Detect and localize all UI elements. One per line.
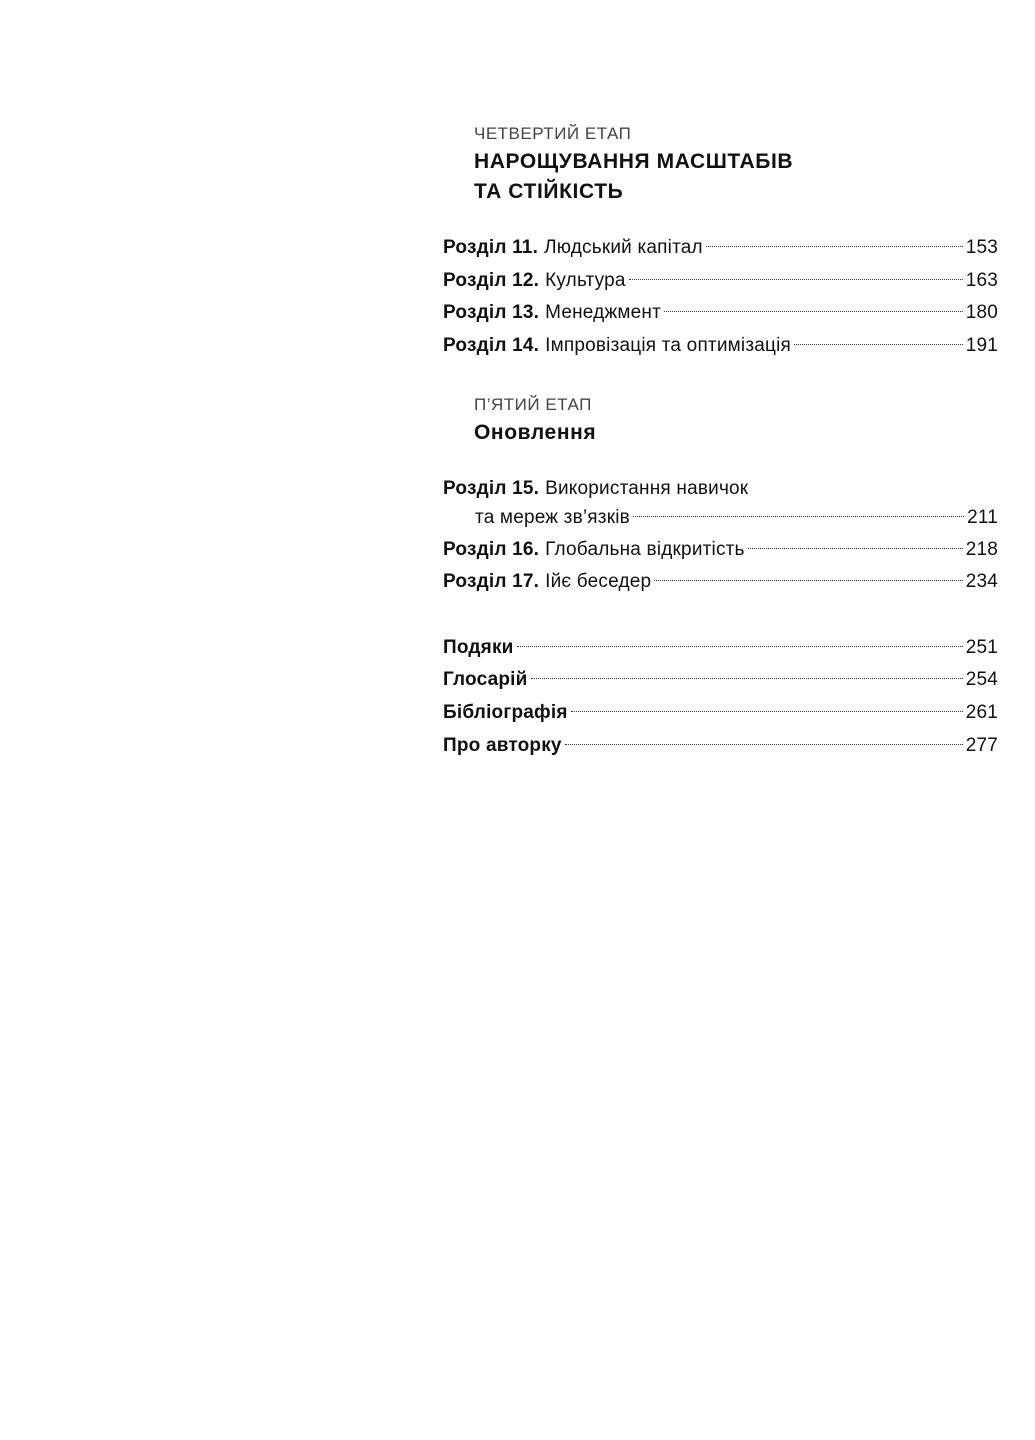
- toc-entry-bibliography[interactable]: [443, 698, 998, 728]
- toc-entry-glossary[interactable]: [443, 665, 998, 695]
- dot-leader: [664, 311, 963, 312]
- page-number: 234: [965, 571, 998, 592]
- chapter-title: Людський капітал: [544, 237, 703, 258]
- page-number: 277: [965, 735, 998, 756]
- dot-leader: [565, 744, 963, 745]
- toc-entry-acknowledgements[interactable]: [443, 633, 998, 663]
- chapter-title: Імпровізація та оптимізація: [545, 335, 791, 356]
- dot-leader: [633, 516, 964, 517]
- stage-4-label: ЧЕТВЕРТИЙ ЕТАП: [474, 124, 632, 143]
- chapter-number: Розділ 16.: [443, 539, 540, 560]
- dot-leader: [706, 246, 963, 247]
- stage-4-title-line-2: ТА СТІЙКІСТЬ: [474, 180, 624, 203]
- page-number: 251: [965, 637, 998, 658]
- dot-leader: [654, 580, 962, 581]
- chapter-number: Розділ 15.: [443, 478, 540, 499]
- chapter-title: Ійє беседер: [545, 571, 652, 592]
- chapter-number: Розділ 17.: [443, 571, 540, 592]
- dot-leader: [629, 279, 963, 280]
- back-matter-title: Глосарій: [443, 669, 528, 690]
- toc-entry-chapter-15-line-1[interactable]: [443, 474, 998, 504]
- dot-leader: [571, 711, 963, 712]
- back-matter-title: Про авторку: [443, 735, 562, 756]
- toc-entry-chapter-13[interactable]: [443, 298, 998, 328]
- dot-leader: [517, 646, 963, 647]
- dot-leader: [748, 548, 963, 549]
- page-number: 218: [965, 539, 998, 560]
- chapter-number: Розділ 14.: [443, 335, 540, 356]
- toc-entry-chapter-17[interactable]: [443, 567, 998, 597]
- toc-entry-chapter-15-line-2[interactable]: [475, 503, 998, 533]
- stage-5-title: Оновлення: [474, 421, 597, 444]
- chapter-title: Використання навичок: [545, 478, 749, 499]
- chapter-title: Культура: [545, 270, 626, 291]
- toc-entry-about-author[interactable]: [443, 731, 998, 761]
- page-number: 153: [965, 237, 998, 258]
- chapter-number: Розділ 12.: [443, 270, 540, 291]
- toc-entry-chapter-16[interactable]: [443, 535, 998, 565]
- page-number: 163: [965, 270, 998, 291]
- dot-leader: [531, 678, 963, 679]
- back-matter-title: Бібліографія: [443, 702, 568, 723]
- dot-leader: [794, 344, 963, 345]
- toc-entry-chapter-11[interactable]: [443, 233, 998, 263]
- toc-entry-chapter-14[interactable]: [443, 331, 998, 361]
- page-number: 191: [965, 335, 998, 356]
- page-number: 180: [965, 302, 998, 323]
- chapter-title-continuation: та мереж зв’язків: [475, 507, 630, 528]
- toc-entry-chapter-12[interactable]: [443, 266, 998, 296]
- page-number: 211: [967, 507, 998, 528]
- page-number: 261: [965, 702, 998, 723]
- back-matter-title: Подяки: [443, 637, 514, 658]
- chapter-title: Менеджмент: [545, 302, 661, 323]
- page-number: 254: [965, 669, 998, 690]
- chapter-number: Розділ 11.: [443, 237, 539, 258]
- stage-5-label: П’ЯТИЙ ЕТАП: [474, 395, 592, 414]
- chapter-number: Розділ 13.: [443, 302, 540, 323]
- stage-4-title-line-1: НАРОЩУВАННЯ МАСШТАБІВ: [474, 150, 794, 173]
- chapter-title: Глобальна відкритість: [545, 539, 745, 560]
